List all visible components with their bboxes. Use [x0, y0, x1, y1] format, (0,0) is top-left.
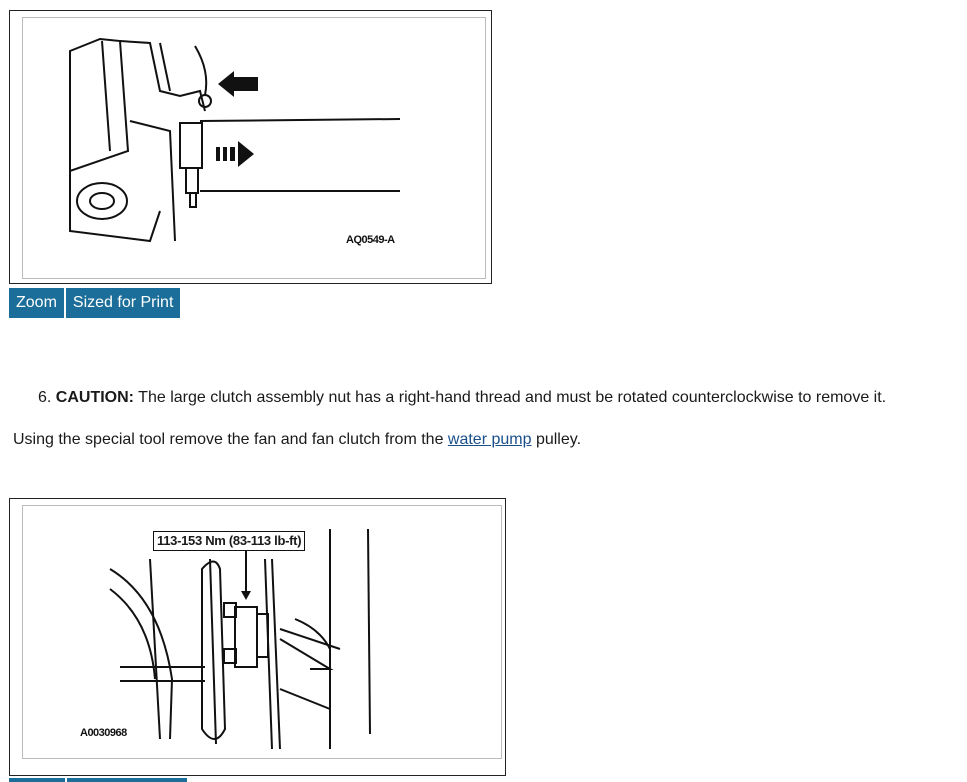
caution-label: CAUTION: [55, 389, 135, 406]
zoom-button-2[interactable] [9, 778, 65, 782]
instruction-paragraph [13, 431, 581, 449]
figure-2-illustration [9, 498, 506, 776]
figure-1-illustration [9, 10, 492, 284]
caution-text: The large clutch assembly nut has a right-hand thread and must be rotated counterclockwise to remove it. [134, 389, 887, 406]
zoom-button[interactable]: Zoom [9, 288, 64, 318]
water-pump-link[interactable]: water pump [447, 431, 532, 448]
instruction-text-after: pulley. [531, 431, 582, 448]
torque-spec-label: 113-153 Nm (83-113 lb-ft) [153, 531, 305, 551]
figure-1-code: AQ0549-A [346, 234, 395, 246]
figure-1-actions [9, 288, 180, 318]
step-number: 6. [38, 389, 52, 406]
instruction-text-before: Using the special tool remove the fan and fan clutch from the [13, 431, 448, 448]
figure-2-code: A0030968 [80, 727, 127, 739]
sized-for-print-button[interactable]: Sized for Print [66, 288, 180, 318]
figure-1-drawing [10, 11, 493, 285]
step-6 [38, 389, 886, 407]
sized-for-print-button-2[interactable] [67, 778, 187, 782]
figure-2-actions [9, 778, 187, 782]
